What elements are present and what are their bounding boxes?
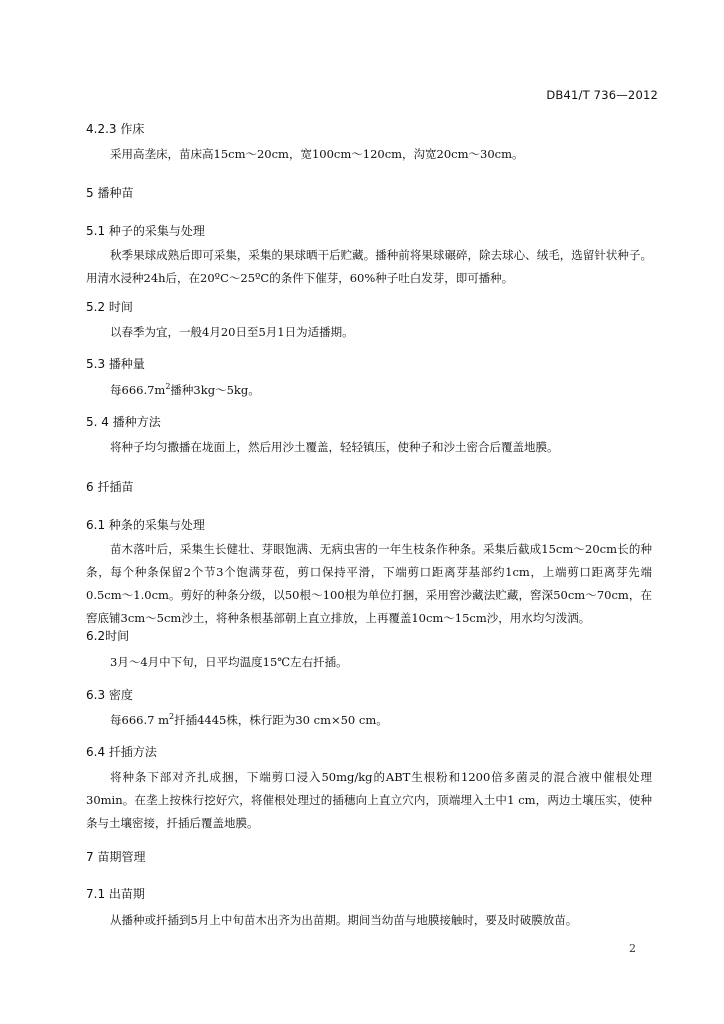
paragraph-7-1: 从播种或扦插到5月上中旬苗木出齐为出苗期。期间当幼苗与地膜接触时，要及时破膜放苗。: [110, 913, 578, 927]
paragraph-5-2: 以春季为宜，一般4月20日至5月1日为适播期。: [110, 325, 354, 339]
paragraph-6-4: 将种条下部对齐扎成捆，下端剪口浸入50mg/kg的ABT生根粉和1200倍多菌灵的混合液中催根处理30min。在垄上按株行挖好穴，将催根处理过的插穗向上直立穴内，顶端埋入土中1 cm，两边土壤压实，使种条与土壤密接，扦插后覆盖地膜。: [86, 770, 652, 830]
superscript-2: 2: [165, 382, 171, 392]
heading-5-1: 5.1 种子的采集与处理: [86, 224, 205, 238]
document-code: DB41/T 736—2012: [546, 88, 658, 102]
heading-5-3: 5.3 播种量: [86, 357, 145, 371]
heading-6-2: 6.2时间: [86, 629, 130, 643]
paragraph-6-2: 3月～4月中下旬，日平均温度15℃左右扦插。: [110, 655, 348, 669]
paragraph-5-1: 秋季果球成熟后即可采集，采集的果球晒干后贮藏。播种前将果球碾碎，除去球心、绒毛，选留针状种子。用清水浸种24h后，在20ºC～25ºC的条件下催芽，60%种子吐白发芽，即可播种。: [86, 248, 652, 285]
paragraph-4-2-3: 采用高垄床，苗床高15cm～20cm，宽100cm～120cm，沟宽20cm～30cm。: [110, 147, 524, 161]
heading-6-4: 6.4 扦插方法: [86, 745, 157, 759]
heading-5-4: 5. 4 播种方法: [86, 415, 161, 429]
heading-4-2-3: 4.2.3 作床: [86, 122, 145, 136]
heading-6-3: 6.3 密度: [86, 688, 133, 702]
heading-7: 7 苗期管理: [86, 850, 146, 864]
paragraph-5-3-part2: 播种3kg～5kg。: [170, 383, 260, 397]
heading-5-2: 5.2 时间: [86, 300, 133, 314]
heading-6: 6 扦插苗: [86, 480, 134, 494]
paragraph-6-3-part1: 每666.7 m: [110, 713, 169, 727]
superscript-2: 2: [168, 712, 175, 722]
paragraph-6-1: 苗木落叶后，采集生长健壮、芽眼饱满、无病虫害的一年生枝条作种条。采集后截成15cm～20cm长的种条，每个种条保留2个节3个饱满芽苞，剪口保持平滑，下端剪口距离芽基部约1cm，上端剪口距离芽先端0.5cm～1.0cm。剪好的种条分级，以50根～100根为单位打捆，采用窖沙藏法贮藏，窖深50cm～70cm，在窖底铺3cm～5cm沙土，将种条根基部朝上直立排放，上再覆盖10cm～15cm沙，用水均匀泼洒。: [86, 542, 652, 625]
paragraph-5-4: 将种子均匀撒播在垅面上，然后用沙土覆盖，轻轻镇压，使种子和沙土密合后覆盖地膜。: [110, 440, 559, 454]
heading-6-1: 6.1 种条的采集与处理: [86, 518, 205, 532]
heading-7-1: 7.1 出苗期: [86, 887, 145, 901]
paragraph-5-3: [86, 379, 652, 402]
page-number: 2: [629, 942, 636, 955]
heading-5: 5 播种苗: [86, 186, 134, 200]
paragraph-6-3-part2: 扦插4445株，株行距为30 cm×50 cm。: [174, 713, 388, 727]
paragraph-6-3: [86, 709, 652, 732]
paragraph-5-3-part1: 每666.7m: [110, 383, 166, 397]
